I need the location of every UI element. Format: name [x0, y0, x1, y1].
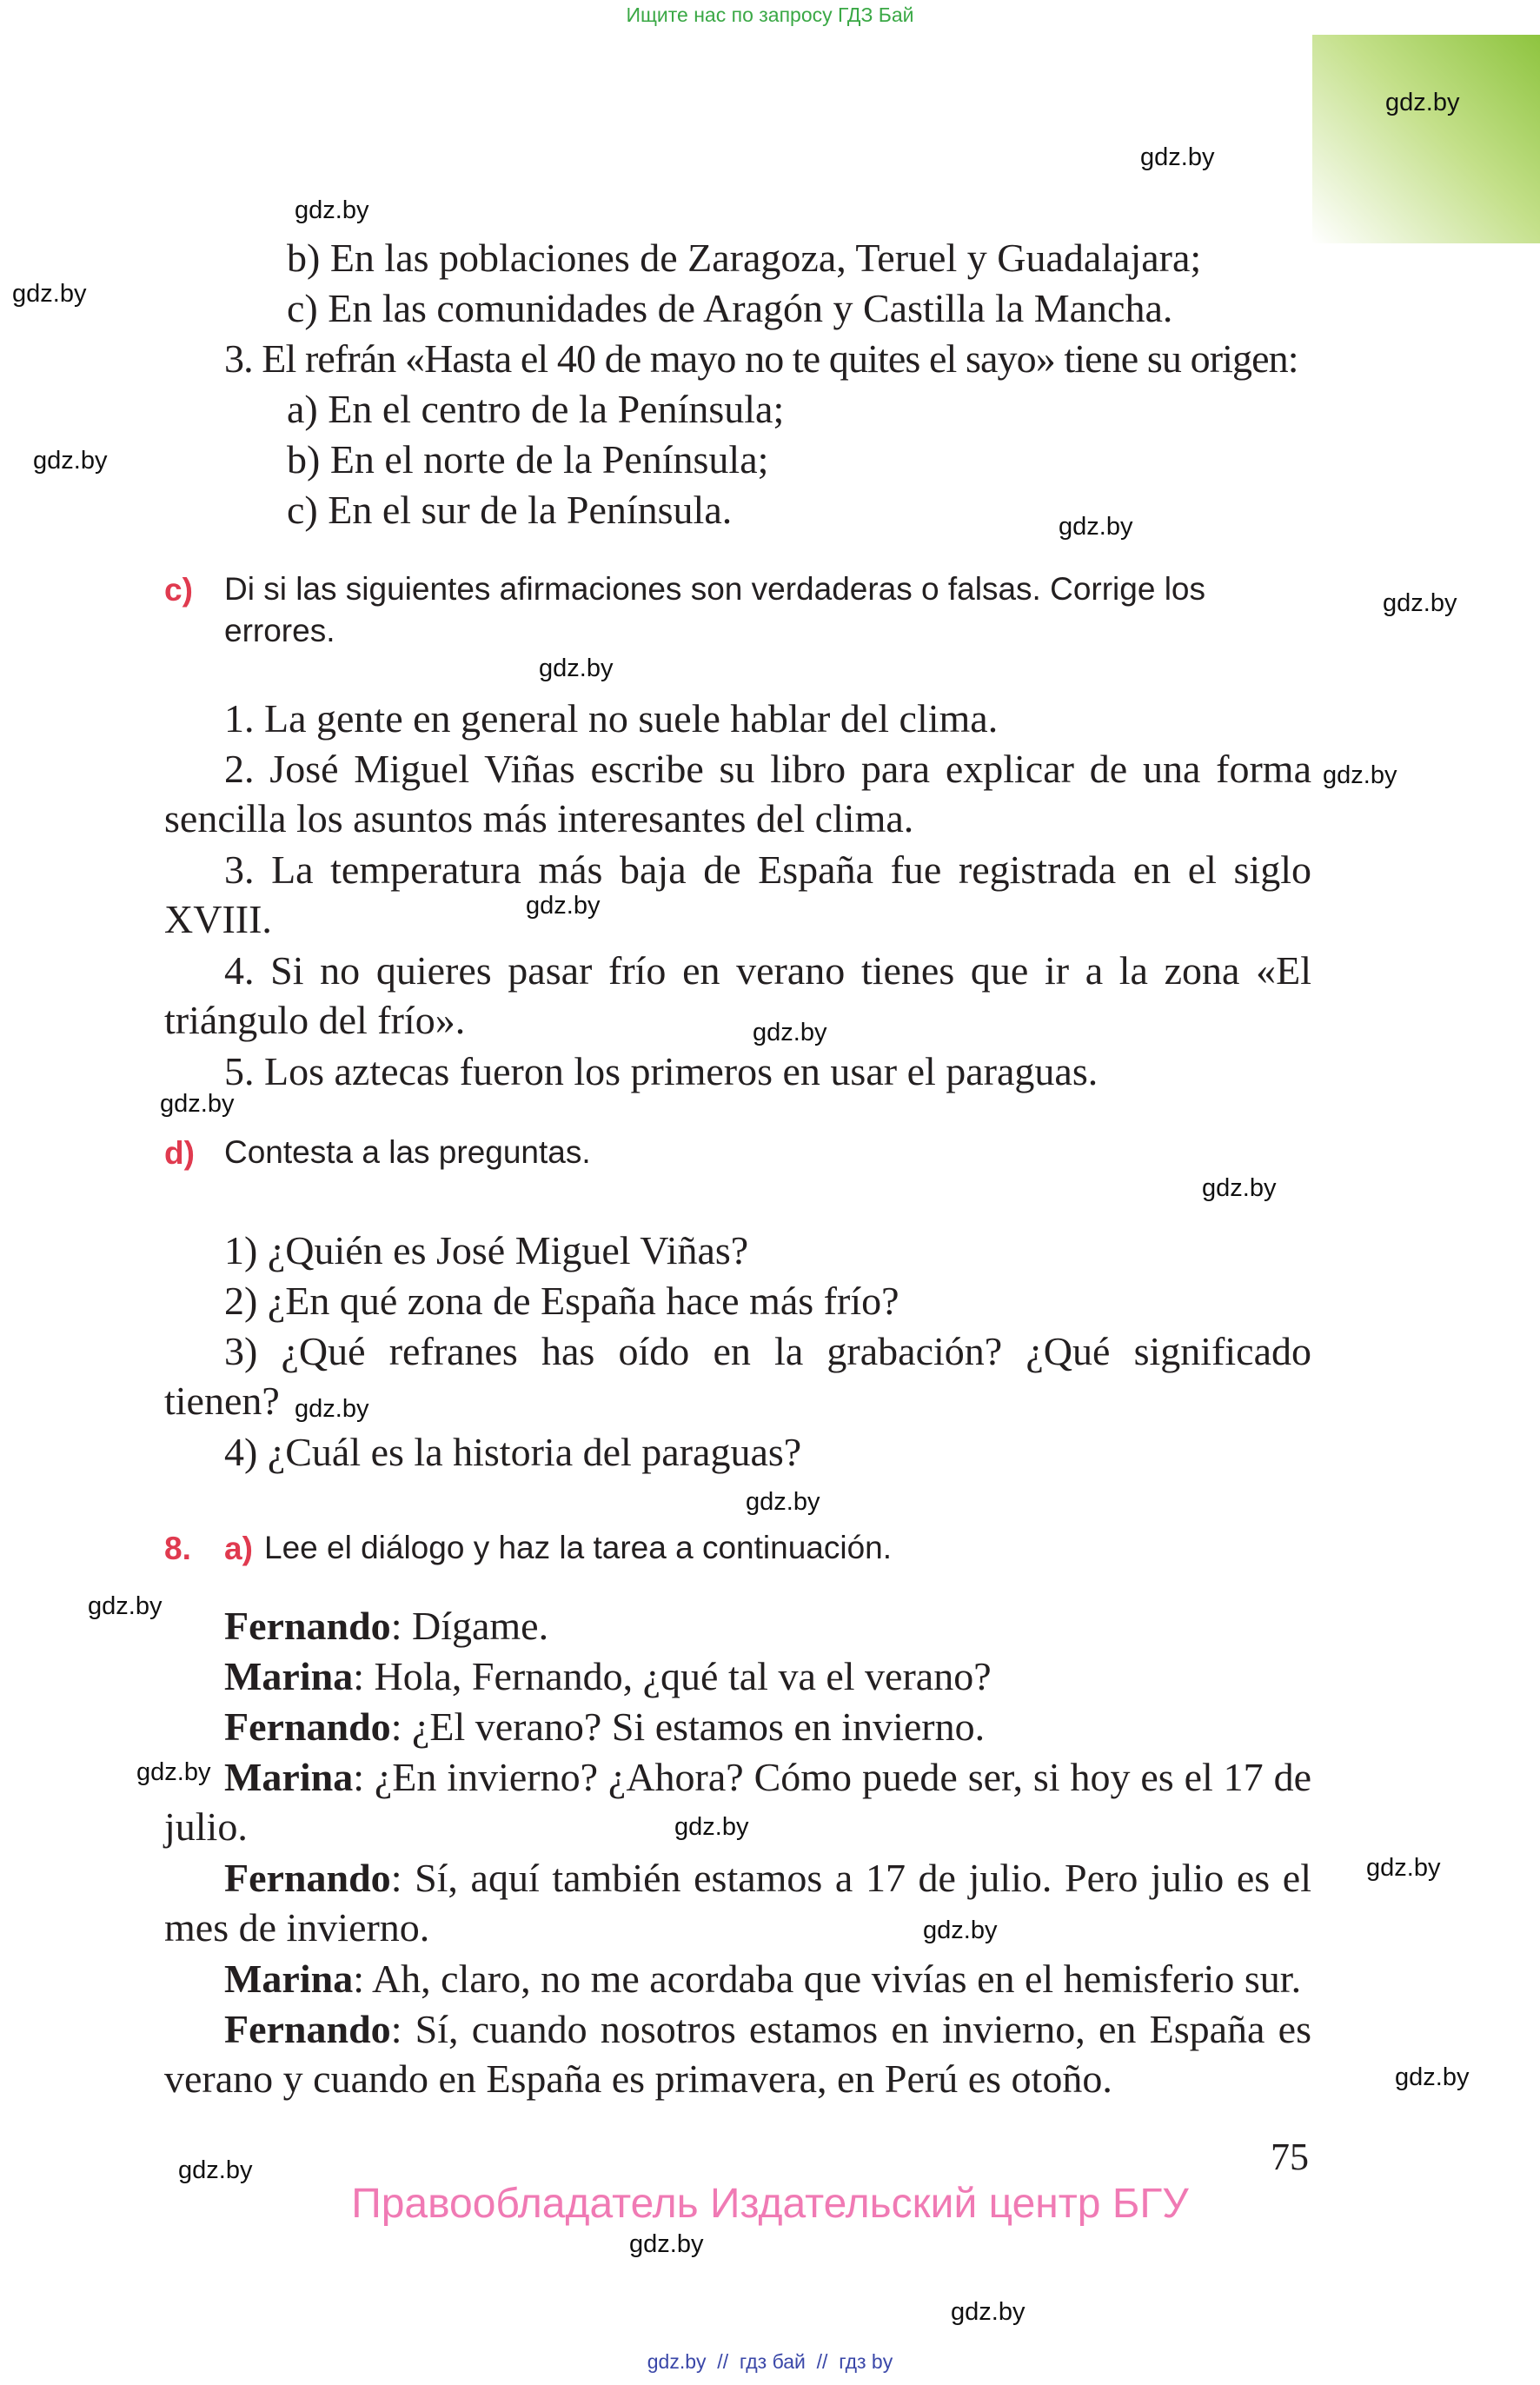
- section-d-instruction: Contesta a las preguntas.: [224, 1134, 591, 1170]
- dialogue-text: : Ah, claro, no me acordaba que vivías en el hemisferio sur.: [353, 1956, 1302, 2001]
- quiz-question-3: 3. El refrán «Hasta el 40 de mayo no te quites el sayo» tiene su origen:: [224, 336, 1298, 381]
- quiz-option-3b: b) En el norte de la Península;: [287, 437, 769, 482]
- watermark: gdz.by: [295, 1395, 369, 1423]
- watermark: gdz.by: [1383, 589, 1457, 617]
- watermark: gdz.by: [1366, 1854, 1441, 1882]
- exercise-number: 8.: [164, 1531, 191, 1566]
- dialogue-line: [164, 1752, 1311, 1851]
- dialogue-line: [164, 1702, 1311, 1751]
- question-item: 1) ¿Quién es José Miguel Viñas?: [224, 1228, 749, 1272]
- top-banner[interactable]: Ищите нас по запросу ГДЗ Бай: [626, 3, 914, 26]
- dialogue-text: : Sí, cuando nosotros estamos en invierno, en España es verano y cuando en España es primavera, en Perú es otoño.: [164, 2007, 1311, 2101]
- speaker-name: Marina: [224, 1654, 354, 1698]
- exercise-8-instruction: Lee el diálogo y haz la tarea a continuación.: [264, 1530, 893, 1565]
- dialogue-text: : ¿En invierno? ¿Ahora? Cómo puede ser, si hoy es el 17 de julio.: [164, 1755, 1311, 1849]
- watermark: gdz.by: [1323, 761, 1397, 789]
- statement-item: 2. José Miguel Viñas escribe su libro para explicar de una forma sencilla los asuntos más interesantes del clima.: [164, 747, 1311, 840]
- statement-item: 1. La gente en general no suele hablar del clima.: [224, 696, 999, 741]
- statement-item: 3. La temperatura más baja de España fue registrada en el siglo XVIII.: [164, 847, 1311, 941]
- question-item: 4) ¿Cuál es la historia del paraguas?: [224, 1430, 802, 1474]
- corner-gradient-tab: [1312, 35, 1540, 243]
- page-number: 75: [1271, 2136, 1309, 2178]
- watermark: gdz.by: [539, 654, 614, 682]
- dialogue-line: [164, 1853, 1311, 1952]
- watermark: gdz.by: [1140, 143, 1215, 171]
- watermark: gdz.by: [12, 280, 87, 308]
- section-d-letter: d): [164, 1135, 195, 1171]
- quiz-option-3a: a) En el centro de la Península;: [287, 387, 785, 431]
- watermark: gdz.by: [295, 196, 369, 224]
- watermark: gdz.by: [951, 2298, 1026, 2326]
- dialogue-text: : Hola, Fernando, ¿qué tal va el verano?: [353, 1654, 992, 1698]
- footer-links[interactable]: gdz.by // гдз бай // гдз by: [647, 2350, 893, 2373]
- dialogue-text: : ¿El verano? Si estamos en invierno.: [390, 1704, 986, 1749]
- speaker-name: Fernando: [224, 1704, 391, 1749]
- question-item: 2) ¿En qué zona de España hace más frío?: [224, 1279, 899, 1323]
- copyright-notice: Правообладатель Издательский центр БГУ: [351, 2181, 1189, 2227]
- watermark: gdz.by: [674, 1813, 749, 1841]
- quiz-option-3c: c) En el sur de la Península.: [287, 488, 733, 532]
- watermark: gdz.by: [88, 1592, 163, 1620]
- quiz-option-2c: c) En las comunidades de Aragón y Castilla la Mancha.: [287, 286, 1173, 330]
- speaker-name: Fernando: [224, 2007, 391, 2051]
- statement-item: 4. Si no quieres pasar frío en verano tienes que ir a la zona «El triángulo del frío».: [164, 948, 1311, 1042]
- statement-item: 5. Los aztecas fueron los primeros en usar el paraguas.: [224, 1049, 1099, 1093]
- section-c-instruction: errores.: [224, 613, 335, 648]
- watermark: gdz.by: [753, 1019, 827, 1046]
- watermark: gdz.by: [526, 892, 601, 920]
- dialogue-text: : Sí, aquí también estamos a 17 de julio. Pero julio es el mes de invierno.: [164, 1856, 1311, 1950]
- watermark: gdz.by: [923, 1917, 998, 1944]
- watermark: gdz.by: [746, 1488, 820, 1516]
- watermark: gdz.by: [33, 447, 108, 475]
- dialogue-text: : Dígame.: [390, 1604, 549, 1648]
- dialogue-line: [164, 1954, 1311, 2003]
- section-c-letter: c): [164, 572, 193, 608]
- speaker-name: Marina: [224, 1956, 354, 2001]
- dialogue-line: [164, 1651, 1311, 1701]
- watermark: gdz.by: [160, 1090, 235, 1118]
- watermark: gdz.by: [1059, 513, 1133, 541]
- watermark: gdz.by: [629, 2230, 704, 2258]
- quiz-option-2b: b) En las poblaciones de Zaragoza, Teruel y Guadalajara;: [287, 236, 1202, 280]
- speaker-name: Fernando: [224, 1856, 391, 1900]
- speaker-name: Fernando: [224, 1604, 391, 1648]
- section-c-instruction: Di si las siguientes afirmaciones son verdaderas o falsas. Corrige los: [224, 571, 1206, 607]
- speaker-name: Marina: [224, 1755, 354, 1799]
- watermark: gdz.by: [1395, 2063, 1470, 2091]
- watermark: gdz.by: [1385, 89, 1460, 116]
- dialogue-line: [164, 2004, 1311, 2103]
- watermark: gdz.by: [136, 1758, 211, 1786]
- watermark: gdz.by: [178, 2156, 253, 2184]
- watermark: gdz.by: [1202, 1174, 1277, 1202]
- dialogue-line: [164, 1601, 1311, 1651]
- exercise-8a-letter: a): [224, 1531, 253, 1566]
- question-item: 3) ¿Qué refranes has oído en la grabación? ¿Qué significado tienen?: [164, 1329, 1311, 1423]
